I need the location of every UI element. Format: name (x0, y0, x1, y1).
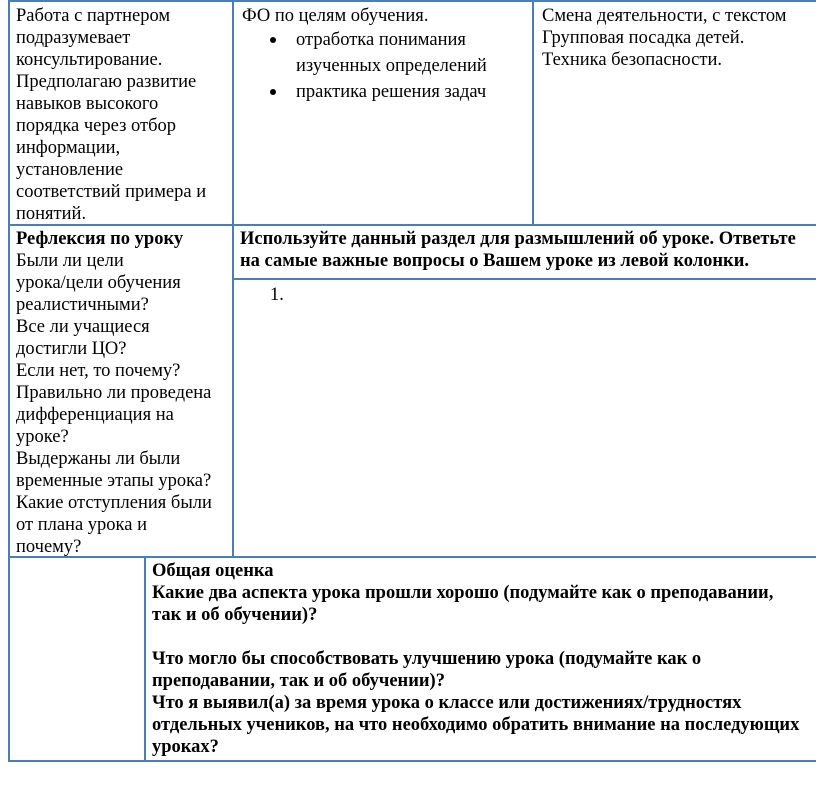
col2-divider (532, 0, 534, 226)
instruction-cell (240, 228, 816, 278)
list-item: практика решения задач (250, 79, 530, 105)
question-class-findings: Что я выявил(а) за время урока о классе или достижениях/трудностях отдельных учеников, на что необходимо обратить внимание на последующих уроках? (152, 693, 800, 757)
activity-change-text: Смена деятельности, с текстом Групповая посадка детей. Техника безопасности. (542, 6, 787, 70)
formative-assessment-list (250, 27, 530, 105)
partner-work-text: Работа с партнером подразумевает консультирование. Предполагаю развитие навыков высокого порядка через отбор информации, установление соответствий примера и понятий. (16, 6, 207, 224)
reflection-questions: Были ли цели урока/цели обучения реалистичными? Все ли учащиеся достигли ЦО? Если нет, то почему? Правильно ли проведена дифференциация на уроке? Выдержаны ли были временные этапы урока? Какие отступления были от плана урока и почему? (16, 251, 212, 557)
instruction-divider (232, 278, 816, 280)
bullet-icon (270, 89, 276, 95)
question-went-well: Какие два аспекта урока прошли хорошо (подумайте как о преподавании, так и об обучении)? (152, 583, 774, 625)
table-border-top (8, 0, 816, 2)
reflection-instruction: Используйте данный раздел для размышлений об уроке. Ответьте на самые важные вопросы о Вашем уроке из левой колонки. (240, 229, 796, 271)
list-item: отработка понимания изученных определений (250, 27, 530, 79)
answer-number: 1. (270, 285, 284, 305)
table-border-left (8, 0, 10, 762)
table-border-bottom (8, 760, 816, 762)
overall-assessment-heading: Общая оценка (152, 561, 274, 581)
question-improvement: Что могло бы способствовать улучшению урока (подумайте как о преподавании, так и об обучении)? (152, 649, 702, 691)
formative-assessment-title: ФО по целям обучения. (242, 6, 429, 26)
row3-left-divider (144, 556, 146, 762)
overall-assessment-cell (152, 560, 816, 760)
bullet-icon (270, 37, 276, 43)
reflection-heading: Рефлексия по уроку (16, 229, 184, 249)
